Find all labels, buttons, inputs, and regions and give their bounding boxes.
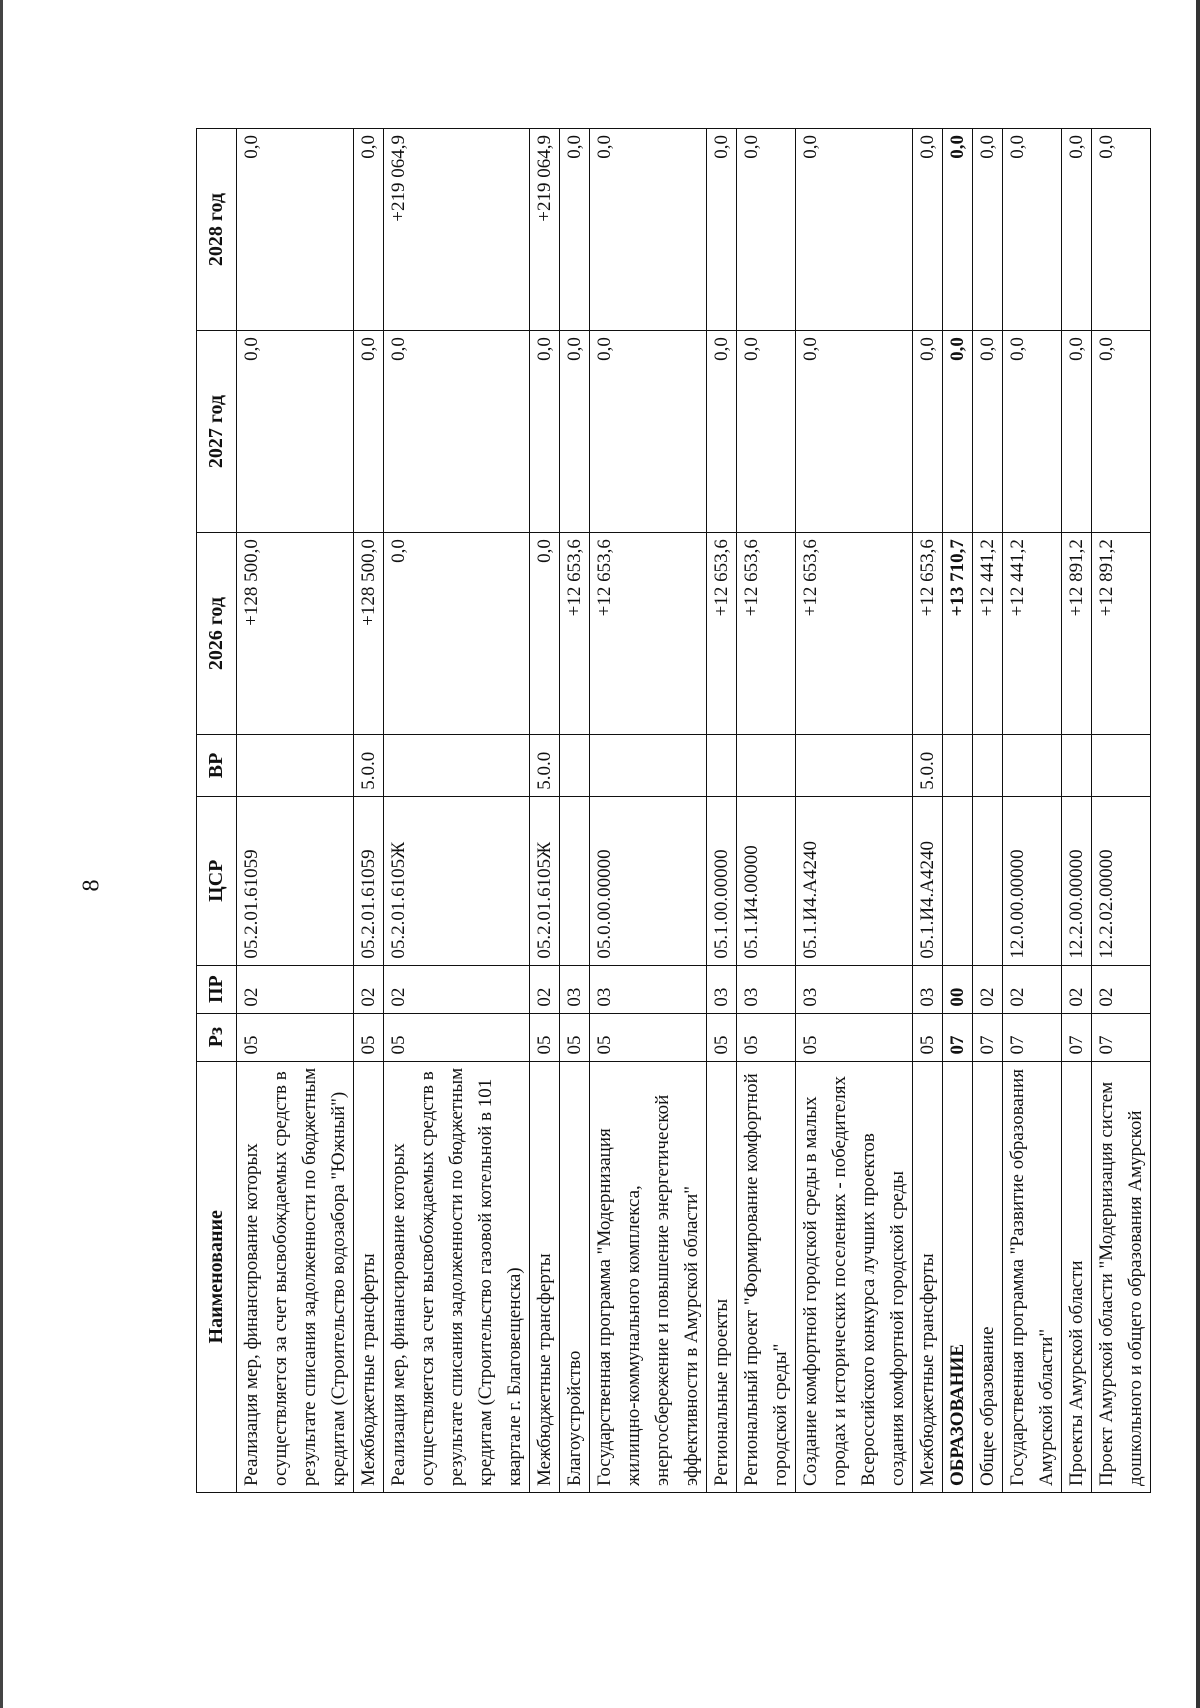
cell-rz: 05 — [560, 1013, 590, 1061]
cell-vr: 5.0.0 — [354, 735, 384, 797]
cell-rz: 07 — [1003, 1013, 1062, 1061]
cell-2026: +12 653,6 — [796, 533, 913, 735]
cell-2028: +219 064,9 — [384, 129, 530, 331]
cell-name: Реализация мер, финансирование которых осуществляется за счет высвобождаемых средств в результате списания задолженности по бюджетным кредитам (Строительство водозабора "Южный") — [237, 1061, 354, 1492]
cell-name: Межбюджетные трансферты — [354, 1061, 384, 1492]
cell-2028: 0,0 — [707, 129, 737, 331]
cell-2026: +12 653,6 — [560, 533, 590, 735]
budget-table — [196, 128, 1151, 1493]
cell-rz: 07 — [1062, 1013, 1092, 1061]
cell-2026: +128 500,0 — [354, 533, 384, 735]
cell-name: Межбюджетные трансферты — [913, 1061, 943, 1492]
cell-csr — [943, 796, 973, 965]
cell-rz: 05 — [737, 1013, 796, 1061]
cell-rz: 05 — [384, 1013, 530, 1061]
table-row — [560, 129, 590, 1493]
cell-csr: 05.2.01.61059 — [237, 796, 354, 965]
header-2028: 2028 год — [197, 129, 237, 331]
cell-csr: 05.1.И4.А4240 — [796, 796, 913, 965]
cell-name: Государственная программа "Модернизация жилищно-коммунального комплекса, энергосбережение и повышение энергетической эффективности в Амурской области" — [590, 1061, 707, 1492]
cell-pr: 03 — [796, 965, 913, 1013]
cell-pr: 02 — [973, 965, 1003, 1013]
cell-vr — [590, 735, 707, 797]
cell-vr — [737, 735, 796, 797]
cell-csr: 05.0.00.00000 — [590, 796, 707, 965]
cell-2027: 0,0 — [590, 331, 707, 533]
scan-edge-left — [0, 0, 3, 1708]
table-row — [237, 129, 354, 1493]
cell-rz: 05 — [530, 1013, 560, 1061]
cell-2028: 0,0 — [354, 129, 384, 331]
header-pr: ПР — [197, 965, 237, 1013]
cell-2028: 0,0 — [1062, 129, 1092, 331]
cell-rz: 05 — [796, 1013, 913, 1061]
table-row — [1092, 129, 1151, 1493]
rotated-table-container — [196, 128, 1151, 1493]
table-row — [590, 129, 707, 1493]
table-row — [973, 129, 1003, 1493]
cell-vr — [560, 735, 590, 797]
table-row — [354, 129, 384, 1493]
cell-pr: 02 — [530, 965, 560, 1013]
cell-csr: 05.1.И4.00000 — [737, 796, 796, 965]
cell-name: Государственная программа "Развитие образования Амурской области" — [1003, 1061, 1062, 1492]
scan-edge-right — [1196, 0, 1200, 1708]
cell-2027: 0,0 — [913, 331, 943, 533]
cell-pr: 03 — [560, 965, 590, 1013]
cell-pr: 02 — [237, 965, 354, 1013]
cell-pr: 03 — [737, 965, 796, 1013]
cell-csr: 05.1.И4.А4240 — [913, 796, 943, 965]
cell-name: Создание комфортной городской среды в малых городах и исторических поселениях - победителях Всероссийского конкурса лучших проектов создания комфортной городской среды — [796, 1061, 913, 1492]
table-row — [1062, 129, 1092, 1493]
cell-pr: 03 — [707, 965, 737, 1013]
cell-2028: 0,0 — [796, 129, 913, 331]
cell-2027: 0,0 — [796, 331, 913, 533]
cell-2027: 0,0 — [1062, 331, 1092, 533]
cell-rz: 07 — [1092, 1013, 1151, 1061]
cell-2027: 0,0 — [237, 331, 354, 533]
cell-name: Общее образование — [973, 1061, 1003, 1492]
cell-csr: 05.2.01.6105Ж — [530, 796, 560, 965]
cell-2026: +12 653,6 — [737, 533, 796, 735]
cell-2026: +13 710,7 — [943, 533, 973, 735]
cell-2026: +12 653,6 — [913, 533, 943, 735]
table-row — [707, 129, 737, 1493]
cell-name: ОБРАЗОВАНИЕ — [943, 1061, 973, 1492]
cell-2028: 0,0 — [590, 129, 707, 331]
cell-2026: +12 891,2 — [1092, 533, 1151, 735]
cell-pr: 00 — [943, 965, 973, 1013]
cell-rz: 05 — [237, 1013, 354, 1061]
cell-rz: 05 — [913, 1013, 943, 1061]
cell-csr: 05.2.01.61059 — [354, 796, 384, 965]
cell-2027: 0,0 — [1092, 331, 1151, 533]
cell-2026: +12 653,6 — [707, 533, 737, 735]
cell-pr: 02 — [1003, 965, 1062, 1013]
header-2027: 2027 год — [197, 331, 237, 533]
cell-2026: 0,0 — [384, 533, 530, 735]
table-row — [384, 129, 530, 1493]
cell-2027: 0,0 — [560, 331, 590, 533]
cell-2028: 0,0 — [560, 129, 590, 331]
page-number: 8 — [78, 879, 105, 892]
cell-2026: +12 441,2 — [973, 533, 1003, 735]
cell-rz: 05 — [354, 1013, 384, 1061]
cell-2027: 0,0 — [384, 331, 530, 533]
cell-vr — [973, 735, 1003, 797]
cell-2028: 0,0 — [973, 129, 1003, 331]
cell-2026: 0,0 — [530, 533, 560, 735]
cell-vr — [384, 735, 530, 797]
cell-rz: 07 — [943, 1013, 973, 1061]
table-row — [913, 129, 943, 1493]
cell-name: Проект Амурской области "Модернизация систем дошкольного и общего образования Амурской — [1092, 1061, 1151, 1492]
cell-vr — [943, 735, 973, 797]
cell-vr — [1062, 735, 1092, 797]
cell-csr: 12.2.00.00000 — [1062, 796, 1092, 965]
cell-name: Реализация мер, финансирование которых осуществляется за счет высвобождаемых средств в результате списания задолженности по бюджетным кредитам (Строительство газовой котельной в 101 квартале г. Благовещенска) — [384, 1061, 530, 1492]
header-name: Наименование — [197, 1061, 237, 1492]
cell-name: Межбюджетные трансферты — [530, 1061, 560, 1492]
table-row — [943, 129, 973, 1493]
cell-2028: 0,0 — [1003, 129, 1062, 331]
cell-2026: +12 441,2 — [1003, 533, 1062, 735]
cell-2026: +12 653,6 — [590, 533, 707, 735]
cell-vr — [237, 735, 354, 797]
cell-2028: 0,0 — [1092, 129, 1151, 331]
cell-name: Проекты Амурской области — [1062, 1061, 1092, 1492]
table-body — [237, 129, 1151, 1493]
cell-2028: 0,0 — [913, 129, 943, 331]
cell-name: Региональные проекты — [707, 1061, 737, 1492]
table-row — [1003, 129, 1062, 1493]
cell-2027: 0,0 — [973, 331, 1003, 533]
table-row — [796, 129, 913, 1493]
cell-pr: 03 — [913, 965, 943, 1013]
cell-2026: +128 500,0 — [237, 533, 354, 735]
table-row — [737, 129, 796, 1493]
cell-pr: 02 — [1092, 965, 1151, 1013]
cell-2027: 0,0 — [737, 331, 796, 533]
cell-name: Благоустройство — [560, 1061, 590, 1492]
cell-2027: 0,0 — [707, 331, 737, 533]
cell-2027: 0,0 — [354, 331, 384, 533]
cell-vr: 5.0.0 — [530, 735, 560, 797]
cell-pr: 02 — [384, 965, 530, 1013]
cell-name: Региональный проект "Формирование комфортной городской среды" — [737, 1061, 796, 1492]
cell-csr: 12.2.02.00000 — [1092, 796, 1151, 965]
cell-rz: 07 — [973, 1013, 1003, 1061]
cell-vr: 5.0.0 — [913, 735, 943, 797]
table-header-row — [197, 129, 237, 1493]
cell-csr: 12.0.00.00000 — [1003, 796, 1062, 965]
cell-csr: 05.1.00.00000 — [707, 796, 737, 965]
cell-2028: +219 064,9 — [530, 129, 560, 331]
cell-csr — [560, 796, 590, 965]
cell-2026: +12 891,2 — [1062, 533, 1092, 735]
cell-pr: 02 — [354, 965, 384, 1013]
cell-rz: 05 — [590, 1013, 707, 1061]
cell-vr — [796, 735, 913, 797]
cell-2027: 0,0 — [1003, 331, 1062, 533]
cell-2028: 0,0 — [737, 129, 796, 331]
cell-rz: 05 — [707, 1013, 737, 1061]
cell-vr — [1003, 735, 1062, 797]
cell-vr — [707, 735, 737, 797]
cell-2028: 0,0 — [943, 129, 973, 331]
cell-pr: 03 — [590, 965, 707, 1013]
cell-csr: 05.2.01.6105Ж — [384, 796, 530, 965]
header-2026: 2026 год — [197, 533, 237, 735]
header-csr: ЦСР — [197, 796, 237, 965]
cell-pr: 02 — [1062, 965, 1092, 1013]
cell-2028: 0,0 — [237, 129, 354, 331]
header-vr: ВР — [197, 735, 237, 797]
table-row — [530, 129, 560, 1493]
cell-2027: 0,0 — [943, 331, 973, 533]
cell-vr — [1092, 735, 1151, 797]
cell-csr — [973, 796, 1003, 965]
header-rz: Рз — [197, 1013, 237, 1061]
cell-2027: 0,0 — [530, 331, 560, 533]
